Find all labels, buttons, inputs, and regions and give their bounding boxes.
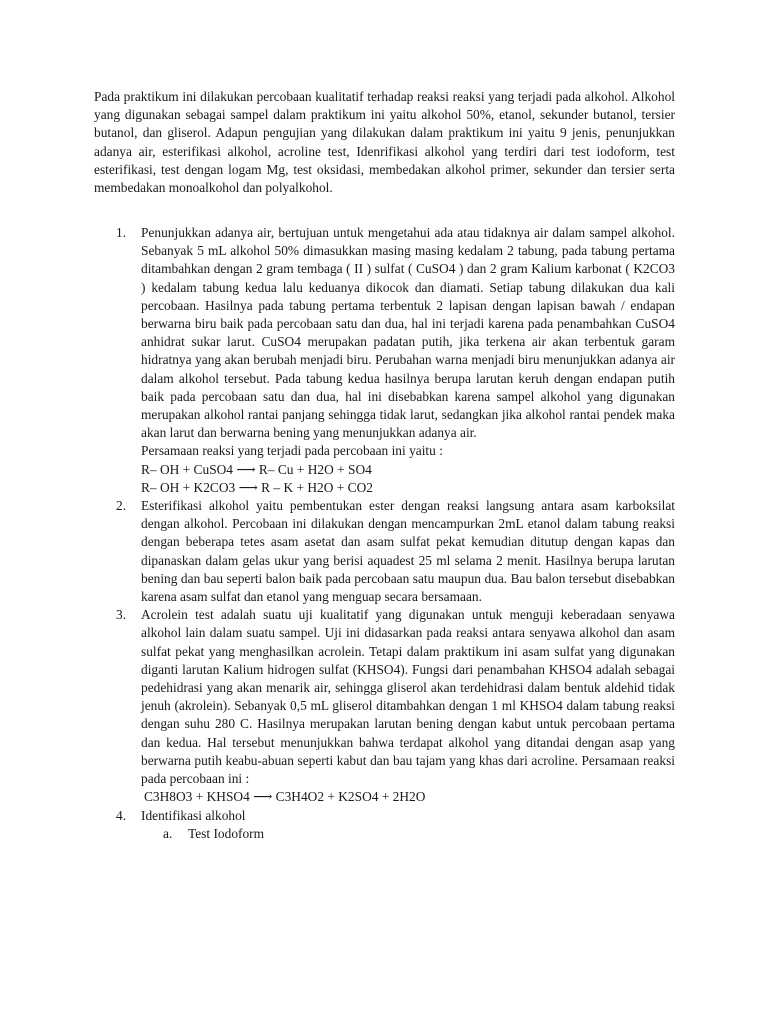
sub-list-letter: a.	[163, 825, 173, 841]
equation-intro: Persamaan reaksi yang terjadi pada percobaan ini yaitu :	[141, 443, 443, 459]
list-item	[94, 807, 675, 843]
list-item-text: Esterifikasi alkohol yaitu pembentukan ester dengan reaksi langsung antara asam karboksilat dengan alkohol. Percobaan ini dilakukan dengan mencampurkan 2mL etanol dalam tabung reaksi dengan beberapa tetes asam asetat dan asam sulfat pekat kemudian ditutup dengan kapas dan dipanaskan dalam gelas ukur yang berisi aquadest 25 ml selama 2 menit. Hasilnya berupa larutan bening dan bau seperti balon baik pada percobaan satu maupun dua. Bau balon tersebut disebabkan karena asam sulfat dan etanol yang menguap secara bersamaan.	[141, 498, 675, 605]
reaction-equation: C3H8O3 + KHSO4 ⟶ C3H4O2 + K2SO4 + 2H2O	[144, 789, 426, 805]
sub-list-text: Test Iodoform	[188, 825, 265, 841]
list-item	[94, 497, 675, 606]
list-number: 2.	[116, 498, 127, 514]
sub-list-item	[141, 825, 675, 843]
list-number: 4.	[116, 807, 127, 823]
list-item	[94, 224, 675, 497]
intro-paragraph: Pada praktikum ini dilakukan percobaan kualitatif terhadap reaksi reaksi yang terjadi pada alkohol. Alkohol yang digunakan sebagai sampel dalam praktikum ini yaitu alkohol 50%, etanol, sekunder butanol, tersier butanol, dan gliserol. Adapun pengujian yang dilakukan dalam praktikum ini yaitu 9 jenis, penunjukkan adanya air, esterifikasi alkohol, acroline test, Idenrifikasi alkohol yang terdiri dari test iodoform, test esterifikasi, test dengan logam Mg, test oksidasi, membedakan alkohol primer, sekunder dan tersier serta membedakan monoalkohol dan polyalkohol.	[94, 89, 675, 196]
list-number: 3.	[116, 607, 127, 623]
reaction-equation: R– OH + CuSO4 ⟶ R– Cu + H2O + SO4	[141, 461, 372, 477]
numbered-list	[94, 224, 675, 843]
list-item-text: Penunjukkan adanya air, bertujuan untuk mengetahui ada atau tidaknya air dalam sampel alkohol. Sebanyak 5 mL alkohol 50% dimasukkan masing masing kedalam 2 tabung, pada tabung pertama ditambahkan dengan 2 gram tembaga ( II ) sulfat ( CuSO4 ) dan 2 gram Kalium karbonat ( K2CO3 ) kedalam tabung kedua lalu keduanya dikocok dan diamati. Setiap tabung dilakukan dua kali percobaan. Hasilnya pada tabung pertama terbentuk 2 lapisan dengan lapisan bawah / endapan berwarna biru baik pada percobaan satu dan dua, hal ini terjadi karena pada penambahkan CuSO4 anhidrat sukar larut. CuSO4 merupakan padatan putih, jika terkena air akan terbentuk garam hidratnya yang akan berubah menjadi biru. Perubahan warna menjadi biru menunjukkan adanya air dalam alkohol tersebut. Pada tabung kedua hasilnya berupa larutan keruh dengan endapan putih baik pada percobaan satu dan dua, hal ini disebabkan karena sampel alkohol yang digunakan merupakan alkohol rantai panjang sehingga tidak larut, sedangkan jika alkohol rantai pendek maka akan larut dan berwarna bening yang menunjukkan adanya air.	[141, 225, 675, 441]
list-item-text: Identifikasi alkohol	[141, 807, 246, 823]
reaction-equation: R– OH + K2CO3 ⟶ R – K + H2O + CO2	[141, 479, 373, 495]
list-number: 1.	[116, 225, 127, 240]
list-item	[94, 606, 675, 806]
list-item-text: Acrolein test adalah suatu uji kualitatif yang digunakan untuk menguji keberadaan senyawa alkohol lain dalam suatu sampel. Uji ini didasarkan pada reaksi antara senyawa alkohol dan asam sulfat pekat yang menghasilkan acrolein. Tetapi dalam praktikum ini asam sulfat yang digunakan diganti larutan Kalium hidrogen sulfat (KHSO4). Fungsi dari penambahan KHSO4 adalah sebagai pedehidrasi yang akan menarik air, sehingga gliserol akan terdehidrasi dalam bentuk aldehid tidak jenuh (akrolein). Sebanyak 0,5 mL gliserol ditambahkan dengan 1 ml KHSO4 dalam tabung reaksi dengan suhu 280 C. Hasilnya merupakan larutan bening dengan kabut untuk percobaan pertama dan kedua. Hal tersebut menunjukkan bahwa terdapat alkohol yang ditandai dengan asap yang berwarna putih keabu-abuan seperti kabut dan bau tajam yang khas dari acroline. Persamaan reaksi pada percobaan ini :	[141, 607, 675, 787]
